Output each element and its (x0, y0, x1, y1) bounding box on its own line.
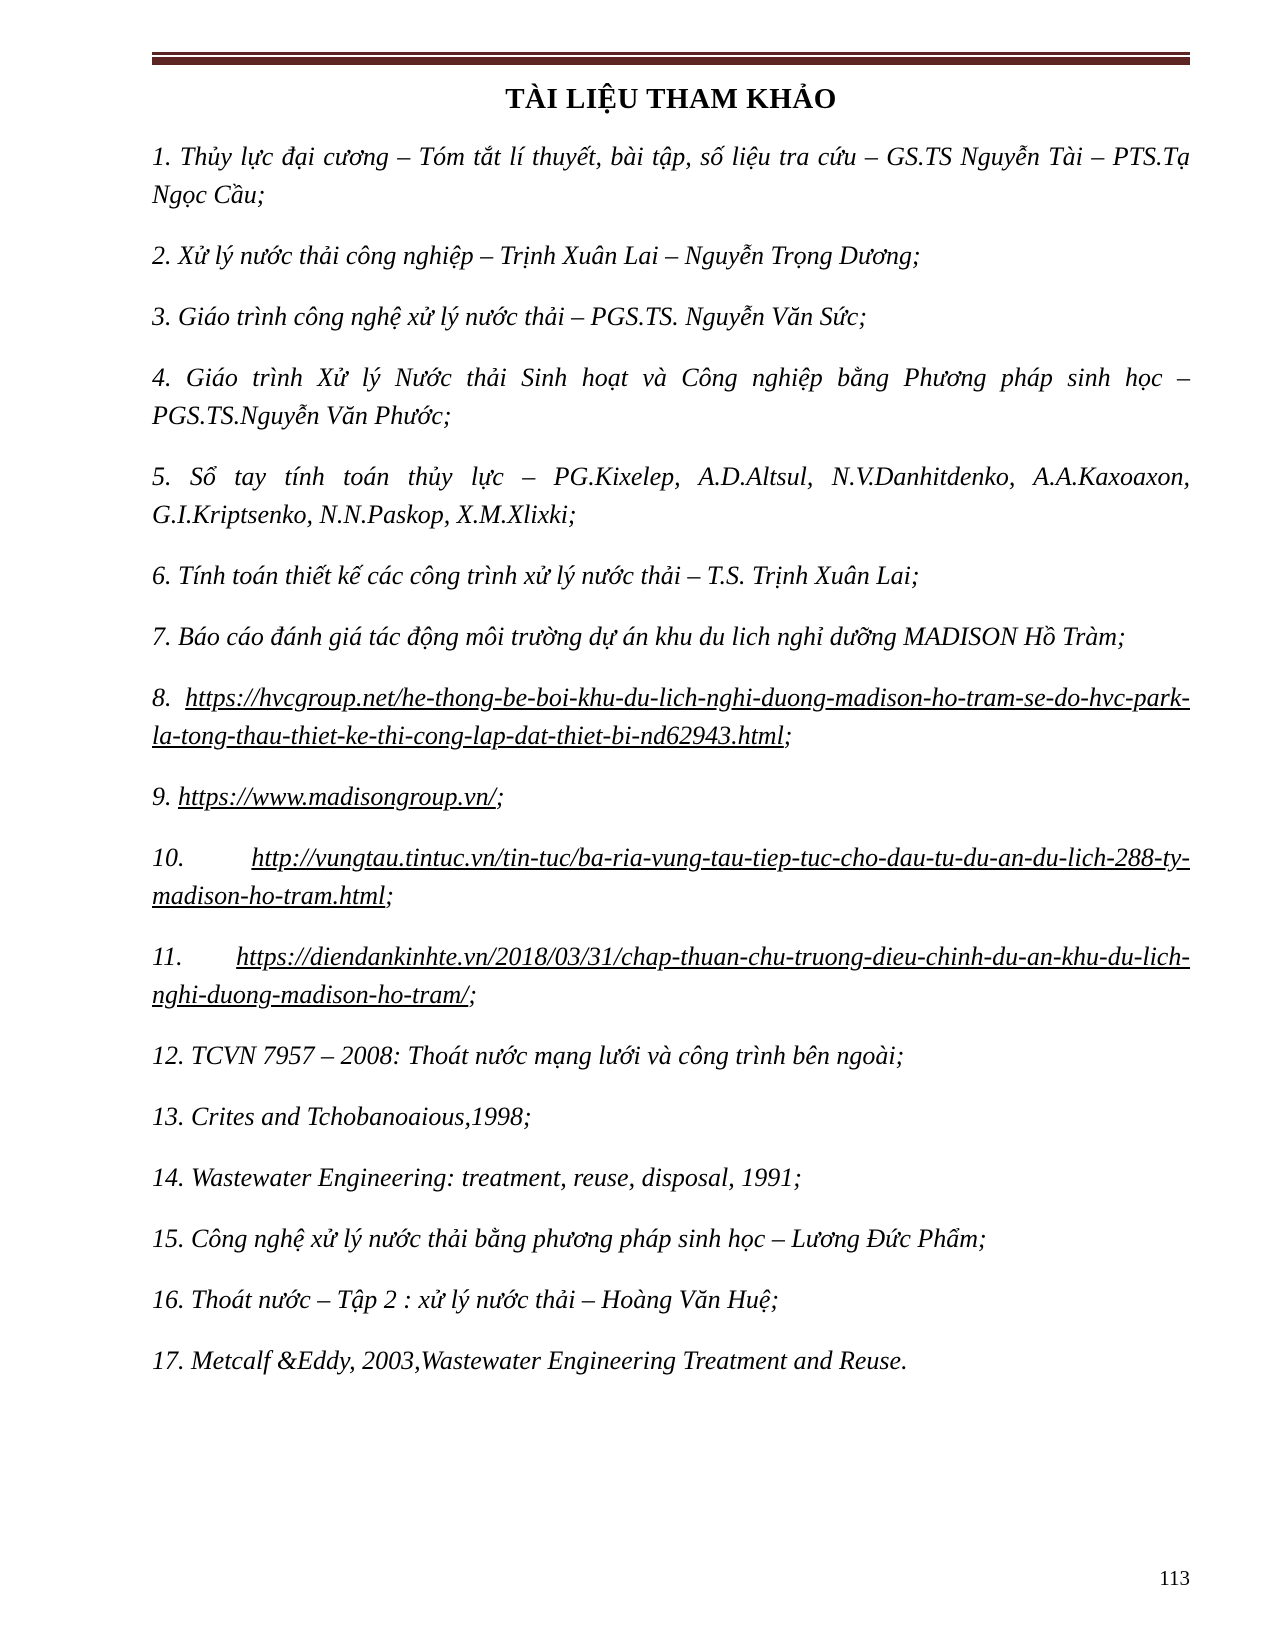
reference-number: 8. (152, 682, 172, 712)
reference-item-16: 16. Thoát nước – Tập 2 : xử lý nước thải – Hoàng Văn Huệ; (152, 1284, 780, 1314)
reference-item-1: 1. Thủy lực đại cương – Tóm tắt lí thuyết, bài tập, số liệu tra cứu – GS.TS Nguyễn Tài – PTS.Tạ Ngọc Cầu; (152, 141, 1190, 209)
reference-item-13: 13. Crites and Tchobanoaious,1998; (152, 1101, 532, 1131)
decorative-rule (152, 52, 1190, 65)
reference-item-5: 5. Sổ tay tính toán thủy lực – PG.Kixelep, A.D.Altsul, N.V.Danhitdenko, A.A.Kaxoaxon, G.I.Kriptsenko, N.N.Paskop, X.M.Xlixki; (152, 461, 1190, 529)
reference-item-15: 15. Công nghệ xử lý nước thải bằng phương pháp sinh học – Lương Đức Phẩm; (152, 1223, 987, 1253)
reference-link[interactable]: https://hvcgroup.net/he-thong-be-boi-khu-du-lich-nghi-duong-madison-ho-tram-se-do-hvc-park-la-tong-thau-thiet-ke-thi-cong-lap-dat-thiet-bi-nd62943.html (152, 682, 1190, 750)
reference-link[interactable]: http://vungtau.tintuc.vn/tin-tuc/ba-ria-vung-tau-tiep-tuc-cho-dau-tu-du-an-du-lich-288-ty-madison-ho-tram.html (152, 842, 1190, 910)
reference-item-11 (152, 938, 1190, 1014)
reference-suffix: ; (495, 781, 505, 811)
reference-item-2: 2. Xử lý nước thải công nghiệp – Trịnh Xuân Lai – Nguyễn Trọng Dương; (152, 240, 921, 270)
page-content (152, 0, 1190, 1403)
reference-suffix: ; (385, 880, 394, 910)
page-title: TÀI LIỆU THAM KHẢO (505, 83, 837, 115)
reference-item-10 (152, 839, 1190, 915)
reference-item-4: 4. Giáo trình Xử lý Nước thải Sinh hoạt và Công nghiệp bằng Phương pháp sinh học – PGS.TS.Nguyễn Văn Phước; (152, 362, 1190, 430)
reference-item-7: 7. Báo cáo đánh giá tác động môi trường dự án khu du lich nghỉ dưỡng MADISON Hồ Tràm; (152, 621, 1126, 651)
reference-number: 9. (152, 781, 172, 811)
reference-number: 10. (152, 842, 185, 872)
reference-item-3: 3. Giáo trình công nghệ xử lý nước thải – PGS.TS. Nguyễn Văn Sức; (152, 301, 867, 331)
reference-list (152, 138, 1190, 1380)
decorative-rule-thick (152, 57, 1190, 65)
page-number: 113 (1159, 1566, 1190, 1590)
reference-link[interactable]: https://www.madisongroup.vn/ (178, 781, 496, 811)
reference-item-6: 6. Tính toán thiết kế các công trình xử lý nước thải – T.S. Trịnh Xuân Lai; (152, 560, 920, 590)
reference-suffix: ; (783, 720, 793, 750)
reference-link[interactable]: https://diendankinhte.vn/2018/03/31/chap-thuan-chu-truong-dieu-chinh-du-an-khu-du-lich-nghi-duong-madison-ho-tram/ (152, 941, 1190, 1009)
reference-item-8 (152, 679, 1190, 755)
reference-item-9 (152, 778, 1190, 816)
reference-suffix: ; (468, 979, 477, 1009)
reference-item-14: 14. Wastewater Engineering: treatment, reuse, disposal, 1991; (152, 1162, 802, 1192)
reference-item-12: 12. TCVN 7957 – 2008: Thoát nước mạng lưới và công trình bên ngoài; (152, 1040, 905, 1070)
decorative-rule-thin (152, 52, 1190, 55)
reference-number: 11. (152, 941, 183, 971)
reference-item-17: 17. Metcalf &Eddy, 2003,Wastewater Engineering Treatment and Reuse. (152, 1345, 908, 1375)
